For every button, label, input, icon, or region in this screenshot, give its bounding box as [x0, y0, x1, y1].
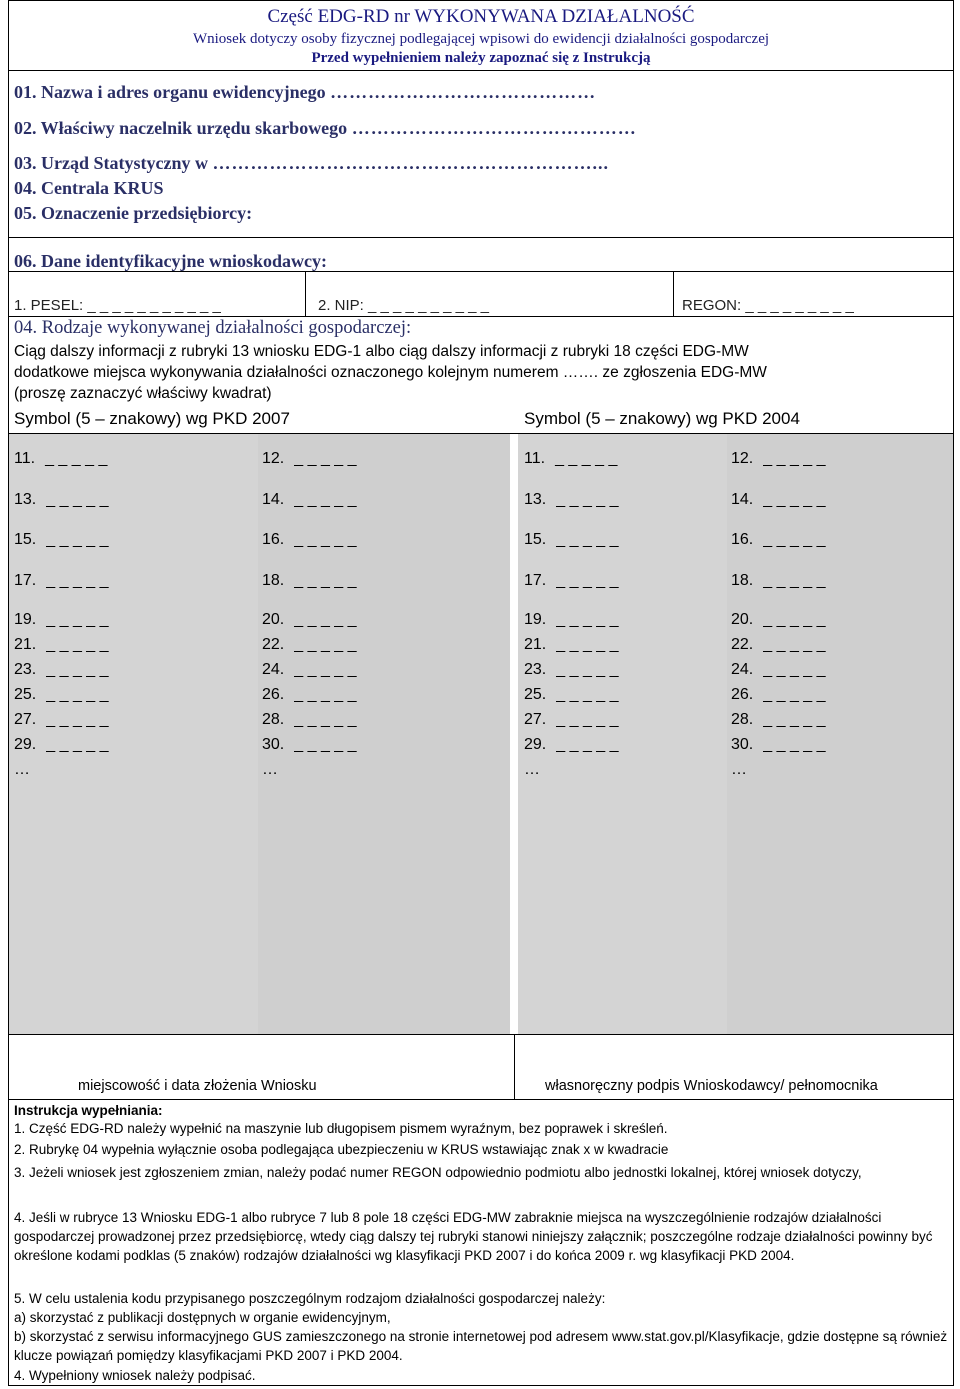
- field-02-tax-office[interactable]: 02. Właściwy naczelnik urzędu skarbowego ………………………………………: [14, 118, 637, 138]
- code-number: 17.: [524, 572, 547, 589]
- code-blank: _ _ _ _ _: [294, 491, 357, 508]
- pkd2007-code-field[interactable]: [262, 661, 357, 679]
- instruction-1: 1. Część EDG-RD należy wypełnić na maszynie lub długopisem pismem wyraźnym, bez poprawek i skreśleń.: [14, 1121, 668, 1136]
- pkd2004-code-field[interactable]: [524, 711, 619, 729]
- pkd2007-code-field[interactable]: [262, 611, 357, 629]
- regon-field[interactable]: REGON: _ _ _ _ _ _ _ _ _: [682, 297, 854, 314]
- code-number: 16.: [731, 531, 754, 548]
- code-number: 22.: [731, 636, 754, 653]
- section-04-line2: dodatkowe miejsca wykonywania działalności oznaczonego kolejnym numerem ……. ze zgłoszenia EDG-MW: [14, 364, 767, 381]
- code-blank: _ _ _ _ _: [763, 636, 826, 653]
- code-number: 13.: [14, 491, 37, 508]
- field-06-applicant-label: 06. Dane identyfikacyjne wnioskodawcy:: [14, 251, 328, 271]
- code-blank: _ _ _ _ _: [763, 611, 826, 628]
- code-blank: _ _ _ _ _: [46, 736, 109, 753]
- code-blank: _ _ _ _ _: [763, 736, 826, 753]
- code-number: 30.: [731, 736, 754, 753]
- code-blank: _ _ _ _ _: [294, 661, 357, 678]
- field-01-registry-office[interactable]: 01. Nazwa i adres organu ewidencyjnego ……………………………………: [14, 82, 597, 102]
- code-number: 24.: [262, 661, 285, 678]
- pkd2007-code-field[interactable]: [14, 711, 109, 729]
- pkd2004-code-field[interactable]: [524, 661, 619, 679]
- pkd2007-code-field[interactable]: [262, 450, 357, 468]
- code-blank: _ _ _ _ _: [763, 661, 826, 678]
- code-number: 11.: [14, 450, 36, 467]
- code-blank: _ _ _ _ _: [763, 686, 826, 703]
- code-number: 29.: [14, 736, 37, 753]
- code-number: 21.: [524, 636, 547, 653]
- pesel-field[interactable]: 1. PESEL: _ _ _ _ _ _ _ _ _ _ _: [14, 297, 221, 314]
- instruction-5b: b) skorzystać z serwisu informacyjnego GUS zamieszczonego na stronie internetowej pod adresem www.stat.gov.pl/Klasyfikacje, gdzie dostępne są również klucze powiązań pomiędzy klasyfikacjami PKD 2007 i PKD 2004.: [14, 1329, 948, 1363]
- code-blank: _ _ _ _ _: [46, 491, 109, 508]
- pkd2004-code-field[interactable]: [524, 736, 619, 754]
- pkd2007-code-field[interactable]: [262, 736, 357, 754]
- code-number: 18.: [262, 572, 285, 589]
- pkd2004-code-field[interactable]: [731, 450, 826, 468]
- divider: [8, 271, 954, 272]
- pkd2007-code-field[interactable]: [14, 531, 109, 549]
- code-number: 27.: [524, 711, 547, 728]
- section-04-title: 04. Rodzaje wykonywanej działalności gospodarczej:: [14, 318, 412, 338]
- pkd2007-code-field[interactable]: [262, 572, 357, 590]
- divider: [8, 1034, 954, 1035]
- pkd2004-code-field[interactable]: [731, 611, 826, 629]
- code-number: 15.: [14, 531, 37, 548]
- code-number: 19.: [524, 611, 547, 628]
- divider: [8, 70, 954, 71]
- instruction-5: 5. W celu ustalenia kodu przypisanego poszczególnym rodzajom działalności gospodarczej należy:: [14, 1291, 606, 1306]
- code-blank: _ _ _ _ _: [45, 450, 108, 467]
- field-03-statistics-office[interactable]: 03. Urząd Statystyczny w ……………………………………………………...: [14, 153, 609, 173]
- pkd2004-code-field[interactable]: [524, 686, 619, 704]
- pkd2004-code-field[interactable]: [731, 736, 826, 754]
- pkd2004-code-field[interactable]: [731, 661, 826, 679]
- continuation-ellipsis: …: [262, 761, 278, 778]
- code-blank: _ _ _ _ _: [46, 531, 109, 548]
- code-blank: _ _ _ _ _: [763, 491, 826, 508]
- code-blank: _ _ _ _ _: [556, 711, 619, 728]
- place-date-label: miejscowość i data złożenia Wniosku: [78, 1078, 317, 1094]
- nip-field[interactable]: 2. NIP: _ _ _ _ _ _ _ _ _ _: [318, 297, 489, 314]
- pkd2004-code-field[interactable]: [524, 531, 619, 549]
- code-number: 11.: [524, 450, 546, 467]
- pkd2007-code-field[interactable]: [14, 611, 109, 629]
- code-blank: _ _ _ _ _: [763, 531, 826, 548]
- continuation-ellipsis: …: [731, 761, 747, 778]
- code-blank: _ _ _ _ _: [46, 572, 109, 589]
- code-number: 23.: [524, 661, 547, 678]
- continuation-ellipsis: …: [14, 761, 30, 778]
- pkd2004-header: Symbol (5 – znakowy) wg PKD 2004: [524, 409, 800, 428]
- pkd2007-right-column-bg: [258, 434, 510, 1034]
- code-number: 24.: [731, 661, 754, 678]
- code-number: 20.: [731, 611, 754, 628]
- pkd2004-code-field[interactable]: [524, 636, 619, 654]
- code-blank: _ _ _ _ _: [556, 636, 619, 653]
- pkd2004-code-field[interactable]: [731, 686, 826, 704]
- pkd2004-code-field[interactable]: [524, 491, 619, 509]
- code-number: 30.: [262, 736, 285, 753]
- code-blank: _ _ _ _ _: [556, 491, 619, 508]
- pkd2004-code-field[interactable]: [731, 711, 826, 729]
- pkd2004-right-column-bg: [727, 434, 953, 1034]
- code-number: 15.: [524, 531, 547, 548]
- instructions-title: Instrukcja wypełniania:: [14, 1103, 163, 1118]
- code-blank: _ _ _ _ _: [763, 572, 826, 589]
- code-number: 16.: [262, 531, 285, 548]
- code-number: 26.: [262, 686, 285, 703]
- code-number: 12.: [262, 450, 285, 467]
- field-04-krus: 04. Centrala KRUS: [14, 178, 164, 198]
- pkd2007-code-field[interactable]: [262, 491, 357, 509]
- form-subtitle: Wniosek dotyczy osoby fizycznej podlegającej wpisowi do ewidencji działalności gospodarczej: [192, 31, 770, 47]
- code-number: 21.: [14, 636, 37, 653]
- instruction-3: 3. Jeżeli wniosek jest zgłoszeniem zmian, należy podać numer REGON odpowiednio podmiotu albo jednostki lokalnej, której wniosek dotyczy,: [14, 1165, 862, 1180]
- code-number: 13.: [524, 491, 547, 508]
- code-blank: _ _ _ _ _: [556, 572, 619, 589]
- code-number: 20.: [262, 611, 285, 628]
- pkd2007-code-field[interactable]: [262, 531, 357, 549]
- code-blank: _ _ _ _ _: [556, 736, 619, 753]
- instruction-6: 4. Wypełniony wniosek należy podpisać.: [14, 1368, 256, 1383]
- code-blank: _ _ _ _ _: [556, 611, 619, 628]
- pkd2004-code-field[interactable]: [524, 450, 617, 468]
- code-number: 14.: [731, 491, 754, 508]
- code-number: 17.: [14, 572, 37, 589]
- divider: [305, 271, 306, 316]
- code-blank: _ _ _ _ _: [294, 531, 357, 548]
- instruction-notice: Przed wypełnieniem należy zapoznać się z Instrukcją: [311, 50, 651, 66]
- pkd2004-code-field[interactable]: [731, 572, 826, 590]
- signature-label: własnoręczny podpis Wnioskodawcy/ pełnomocnika: [545, 1078, 878, 1094]
- code-blank: _ _ _ _ _: [294, 611, 357, 628]
- code-number: 27.: [14, 711, 37, 728]
- pkd2007-code-field[interactable]: [262, 711, 357, 729]
- pkd2007-code-field[interactable]: [14, 572, 109, 590]
- code-number: 28.: [262, 711, 285, 728]
- code-blank: _ _ _ _ _: [294, 636, 357, 653]
- code-blank: _ _ _ _ _: [556, 661, 619, 678]
- code-blank: _ _ _ _ _: [556, 686, 619, 703]
- pkd2007-code-field[interactable]: [14, 661, 109, 679]
- instruction-5a: a) skorzystać z publikacji dostępnych w organie ewidencyjnym,: [14, 1310, 391, 1325]
- code-blank: _ _ _ _ _: [294, 686, 357, 703]
- code-blank: _ _ _ _ _: [556, 531, 619, 548]
- code-blank: _ _ _ _ _: [46, 711, 109, 728]
- section-04-line1: Ciąg dalszy informacji z rubryki 13 wniosku EDG-1 albo ciąg dalszy informacji z rubryki 18 części EDG-MW: [14, 343, 749, 360]
- pkd2004-code-field[interactable]: [731, 636, 826, 654]
- instruction-4: 4. Jeśli w rubryce 13 Wniosku EDG-1 albo rubryce 7 lub 8 pole 18 części EDG-MW zabraknie miejsca na wyszczególnienie rodzajów działalności gospodarczej prowadzonej przez przedsiębiorcę, wtedy ciąg dalszy tej rubryki stanowi niniejszy załącznik; poszczególne rodzaje działalności powinny być określone kodami podklas (5 znaków) rodzajów działalności wg klasyfikacji PKD 2007 i do końca 2009 r. wg klasyfikacji PKD 2004.: [14, 1210, 933, 1263]
- pkd2004-code-field[interactable]: [524, 572, 619, 590]
- code-blank: _ _ _ _ _: [46, 636, 109, 653]
- pkd2007-code-field[interactable]: [14, 686, 109, 704]
- code-blank: _ _ _ _ _: [294, 450, 357, 467]
- code-number: 25.: [14, 686, 37, 703]
- pkd2004-code-field[interactable]: [731, 491, 826, 509]
- code-number: 29.: [524, 736, 547, 753]
- code-blank: _ _ _ _ _: [46, 661, 109, 678]
- code-number: 28.: [731, 711, 754, 728]
- divider: [8, 1099, 954, 1100]
- code-number: 26.: [731, 686, 754, 703]
- code-number: 12.: [731, 450, 754, 467]
- code-number: 25.: [524, 686, 547, 703]
- section-04-line3: (proszę zaznaczyć właściwy kwadrat): [14, 385, 272, 402]
- code-blank: _ _ _ _ _: [763, 711, 826, 728]
- code-number: 18.: [731, 572, 754, 589]
- divider: [673, 271, 674, 316]
- pkd2007-code-field[interactable]: [14, 636, 109, 654]
- field-05-entrepreneur-label: 05. Oznaczenie przedsiębiorcy:: [14, 203, 253, 223]
- code-blank: _ _ _ _ _: [763, 450, 826, 467]
- form-title: Część EDG-RD nr WYKONYWANA DZIAŁALNOŚĆ: [267, 6, 695, 27]
- divider: [8, 237, 954, 238]
- code-blank: _ _ _ _ _: [46, 686, 109, 703]
- code-number: 22.: [262, 636, 285, 653]
- code-number: 23.: [14, 661, 37, 678]
- pkd2007-code-field[interactable]: [262, 686, 357, 704]
- divider: [514, 1034, 515, 1099]
- pkd2007-code-field[interactable]: [14, 450, 107, 468]
- pkd2007-header: Symbol (5 – znakowy) wg PKD 2007: [14, 409, 290, 428]
- pkd2004-code-field[interactable]: [731, 531, 826, 549]
- code-blank: _ _ _ _ _: [294, 736, 357, 753]
- pkd2004-code-field[interactable]: [524, 611, 619, 629]
- code-number: 19.: [14, 611, 37, 628]
- continuation-ellipsis: …: [524, 761, 540, 778]
- code-blank: _ _ _ _ _: [555, 450, 618, 467]
- code-number: 14.: [262, 491, 285, 508]
- code-blank: _ _ _ _ _: [46, 611, 109, 628]
- pkd2007-code-field[interactable]: [262, 636, 357, 654]
- code-blank: _ _ _ _ _: [294, 711, 357, 728]
- code-blank: _ _ _ _ _: [294, 572, 357, 589]
- pkd2007-code-field[interactable]: [14, 736, 109, 754]
- pkd2007-code-field[interactable]: [14, 491, 109, 509]
- divider: [8, 316, 954, 317]
- instruction-2: 2. Rubrykę 04 wypełnia wyłącznie osoba podlegająca ubezpieczeniu w KRUS wstawiając znak x w kwadracie: [14, 1142, 669, 1157]
